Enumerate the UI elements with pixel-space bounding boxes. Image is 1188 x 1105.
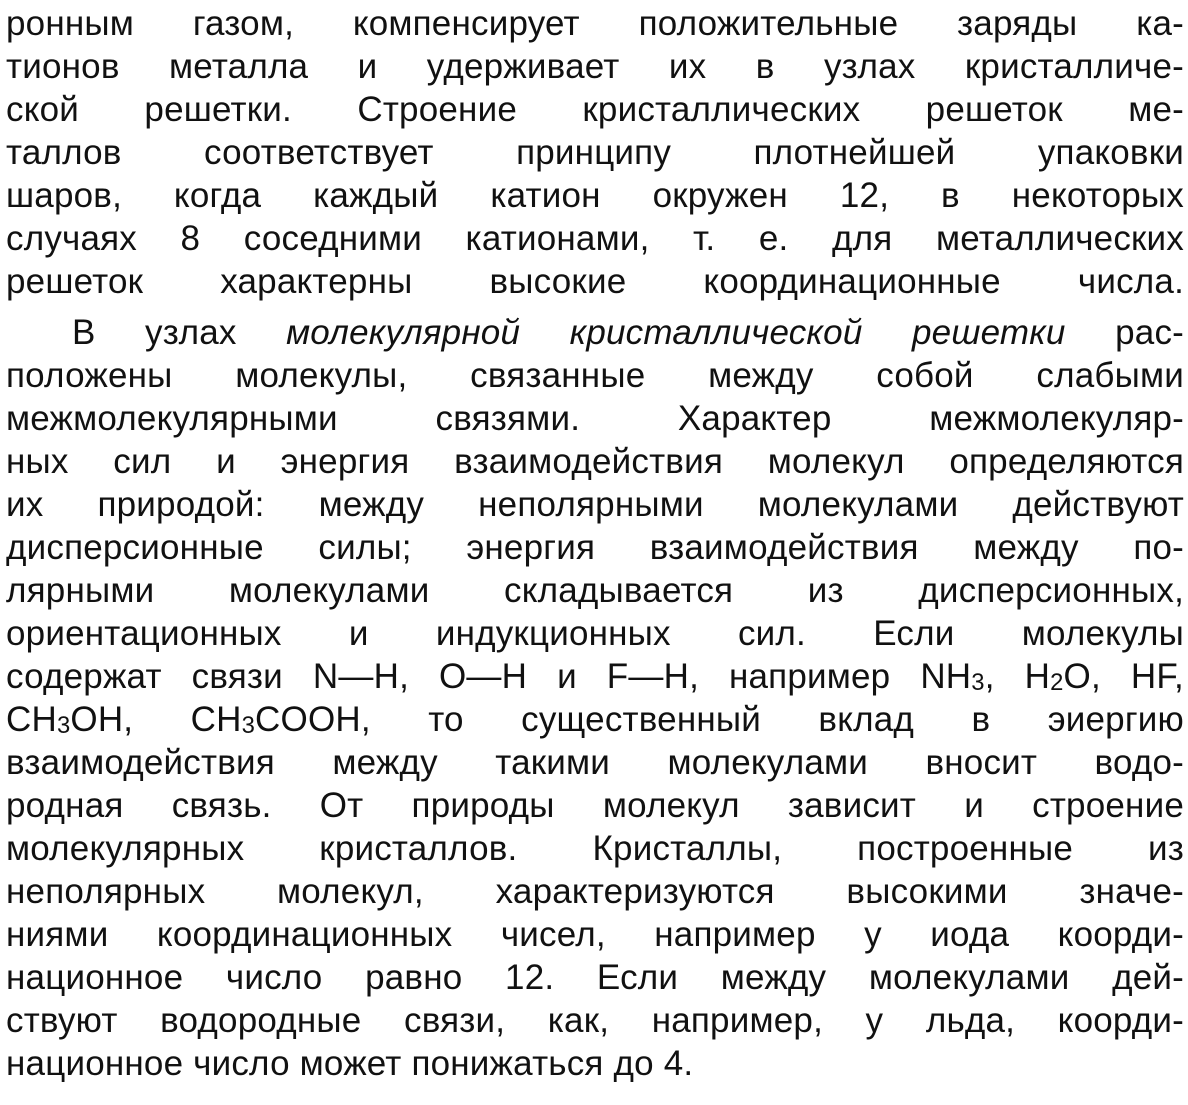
book-page — [6, 0, 1184, 1105]
paragraph-2-line: дисперсионные силы; энергия взаимодействия между по- — [6, 528, 1184, 567]
paragraph-2-line: лярными молекулами складывается из дисперсионных, — [6, 571, 1184, 610]
formula-text: , H — [984, 657, 1051, 696]
subscript: 2 — [1050, 668, 1064, 696]
paragraph-1-line: таллов соответствует принципу плотнейшей упаковки — [6, 133, 1184, 172]
paragraph-1-line: ской решетки. Строение кристаллических решеток ме- — [6, 90, 1184, 129]
formula-text: COOH, то существенный вклад в эиергию — [255, 700, 1184, 739]
paragraph-1-line: шаров, когда каждый катион окружен 12, в некоторых — [6, 176, 1184, 215]
paragraph-2-line: положены молекулы, связанные между собой слабыми — [6, 356, 1184, 395]
formula-line — [6, 698, 1184, 742]
paragraph-2-line: ных сил и энергия взаимодействия молекул определяются — [6, 442, 1184, 481]
italic-term: молекулярной кристаллической решетки — [286, 313, 1066, 352]
paragraph-1-line: тионов металла и удерживает их в узлах кристалличе- — [6, 47, 1184, 86]
subscript: 3 — [56, 711, 71, 739]
paragraph-2-line: взаимодействия между такими молекулами вносит водо- — [6, 743, 1184, 782]
paragraph-2-line: межмолекулярными связями. Характер межмолекуляр- — [6, 399, 1184, 438]
paragraph-1-line: ронным газом, компенсирует положительные заряды ка- — [6, 4, 1184, 43]
paragraph-2-first-line — [72, 311, 1184, 355]
subscript: 3 — [241, 711, 256, 739]
paragraph-2-line: национное число равно 12. Если между молекулами дей- — [6, 958, 1184, 997]
formula-text: O, HF, — [1063, 657, 1184, 696]
formula-text: CH — [6, 700, 57, 739]
paragraph-2-last-line: национное число может понижаться до 4. — [6, 1044, 694, 1083]
paragraph-1-line: случаях 8 соседними катионами, т. е. для металлических — [6, 219, 1184, 258]
paragraph-2-line: ориентационных и индукционных сил. Если молекулы — [6, 614, 1184, 653]
paragraph-2-line: их природой: между неполярными молекулами действуют — [6, 485, 1184, 524]
paragraph-1-line: решеток характерны высокие координационные числа. — [6, 262, 1184, 301]
formula-text: содержат связи N—H, O—H и F—H, например NH — [6, 657, 972, 696]
subscript: 3 — [971, 668, 985, 696]
paragraph-2-line-end: рас- — [1065, 313, 1184, 352]
paragraph-2-line: неполярных молекул, характеризуются высокими значе- — [6, 872, 1184, 911]
paragraph-2-line: ниями координационных чисел, например у иода коорди- — [6, 915, 1184, 954]
paragraph-2-line: молекулярных кристаллов. Кристаллы, построенные из — [6, 829, 1184, 868]
formula-line — [6, 655, 1184, 699]
formula-text: OH, CH — [70, 700, 242, 739]
paragraph-2-lead-text: В узлах — [72, 313, 287, 352]
paragraph-2-line: ствуют водородные связи, как, например, у льда, коорди- — [6, 1001, 1184, 1040]
paragraph-2-line: родная связь. От природы молекул зависит и строение — [6, 786, 1184, 825]
